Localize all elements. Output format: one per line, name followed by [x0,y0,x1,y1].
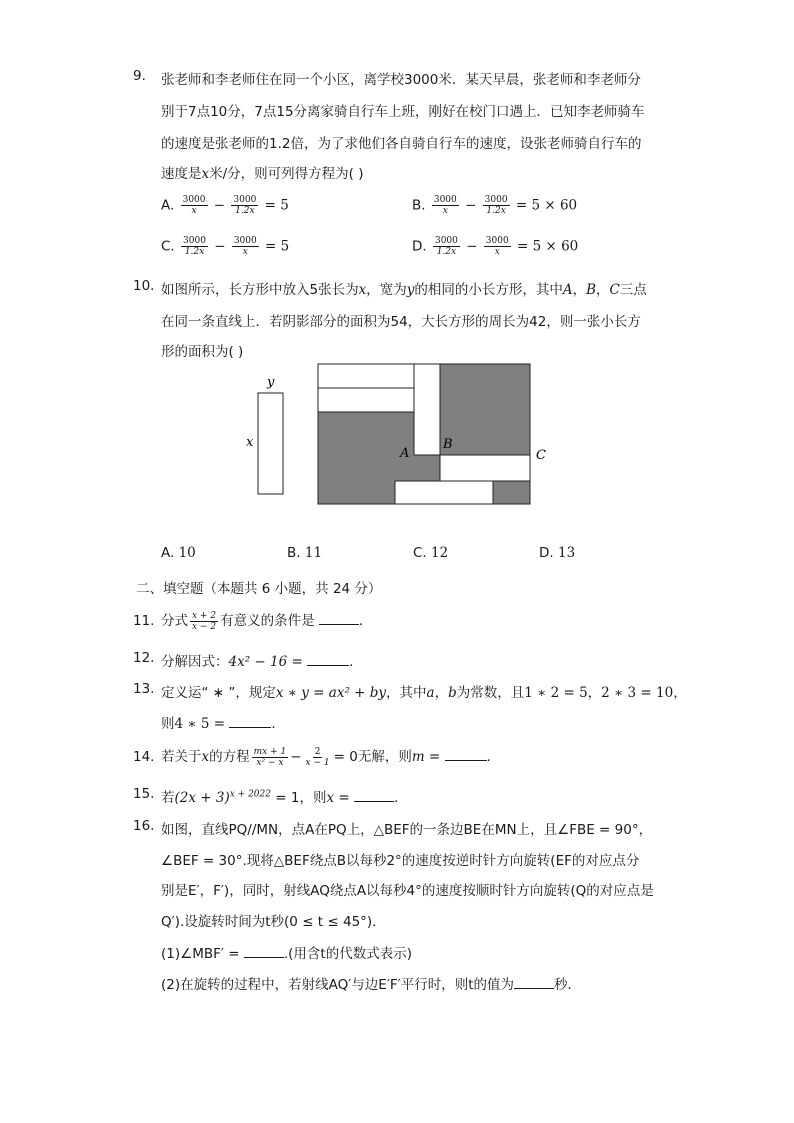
label-c: C [536,448,546,463]
q9-option-c[interactable]: C. $\frac{3000}{1.2x}$ − $\frac{3000}{x}$ = 5 [161,236,290,257]
fraction: $\frac{2}{x - 1}$ [305,746,330,768]
fraction: $\frac{mx + 1}{\text{x² − x}}$ [253,746,287,768]
q10-option-c[interactable]: C. 12 [413,545,449,561]
q14-number: 14. [133,749,155,765]
q10-option-b[interactable]: B. 11 [287,545,323,561]
fraction: $\frac{3000}{1.2x}$ [233,195,257,216]
q16-line2: ∠BEF = 30°.现将△BEF绕点B以每秒2°的速度按逆时针方向旋转(EF的对应点分 [161,853,640,869]
label-a: A [400,446,410,461]
fraction: $\frac{3000}{1.2x}$ [484,195,508,216]
q13-line1: 定义运“ ∗ ”，规定x ∗ y = ax² + by，其中a，b为常数，且1 ∗ 2 = 5，2 ∗ 3 = 10， [161,685,687,701]
q15-number: 15. [133,786,155,802]
small-rectangle [258,393,283,494]
q16-line4: Q′).设旋转时间为t秒(0 ≤ t ≤ 45°)． [161,914,386,930]
q10-line1: 如图所示，长方形中放入5张长为x，宽为y的相同的小长方形，其中A，B，C三点 [161,282,647,298]
fraction: $\frac{x + 2}{x - 2}$ [192,610,217,632]
q16-number: 16. [133,818,155,834]
label-y: y [267,375,275,390]
answer-blank[interactable] [319,611,359,625]
q16-sub1: (1)∠MBF′ = .(用含t的代数式表示) [161,946,412,962]
q16-sub2: (2)在旋转的过程中，若射线AQ′与边E′F′平行时，则t的值为 秒． [161,977,582,993]
answer-blank[interactable] [307,652,349,666]
answer-blank[interactable] [354,788,394,802]
answer-blank[interactable] [514,975,554,989]
fraction: $\frac{3000}{x}$ [433,195,457,216]
q10-option-a[interactable]: A. 10 [161,545,196,561]
inner-rect-4 [440,455,530,481]
answer-blank[interactable] [229,714,271,728]
inner-rect-3 [414,364,440,455]
q10-figure [240,360,560,510]
q10-option-d[interactable]: D. 13 [539,545,576,561]
q14-line: 若关于x的方程 $\frac{mx + 1}{\text{x² − x}}$ − $\frac{2}{x - 1}$ = 0无解，则m = . [161,746,491,768]
label-x: x [246,435,254,450]
q13-number: 13. [133,681,155,697]
section-heading: 二、填空题（本题共 6 小题，共 24 分） [136,581,382,597]
q11-line: 分式 $\frac{x + 2}{x - 2}$ 有意义的条件是 ． [161,610,373,632]
answer-blank[interactable] [445,747,487,761]
q10-line2: 在同一条直线上．若阴影部分的面积为54，大长方形的周长为42，则一张小长方 [161,314,641,330]
q12-number: 12. [133,650,155,666]
inner-rect-5 [395,481,493,504]
q16-line1: 如图，直线PQ//MN，点A在PQ上，△BEF的一条边BE在MN上，且∠FBE = 90°， [161,822,653,838]
inner-rect-2 [318,388,414,412]
q10-line3: 形的面积为( ) [161,344,244,360]
q9-number: 9. [133,68,146,84]
inner-rect-1 [318,364,414,388]
fraction: $\frac{3000}{1.2x}$ [183,236,206,257]
q9-option-b[interactable]: B. $\frac{3000}{x}$ − $\frac{3000}{1.2x}$ = 5 × 60 [412,195,578,216]
q9-option-d[interactable]: D. $\frac{3000}{1.2x}$ − $\frac{3000}{x}$ = 5 × 60 [412,236,579,257]
q15-line: 若$(2x + 3)^{x + 2022} = 1$，则x = . [161,789,399,806]
q10-number: 10. [133,278,155,294]
q13-line2: 则4 ∗ 5 = . [161,716,276,732]
q9-line3: 的速度是张老师的1.2倍，为了求他们各自骑自行车的速度，设张老师骑自行车的 [161,136,642,152]
q12-line: 分解因式：4x² − 16 = . [161,654,354,670]
label-b: B [443,437,453,452]
answer-blank[interactable] [244,944,284,958]
fraction: $\frac{3000}{x}$ [233,236,257,257]
fraction: $\frac{3000}{x}$ [182,195,206,216]
q9-option-a[interactable]: A. $\frac{3000}{x}$ − $\frac{3000}{1.2x}$ = 5 [161,195,289,216]
q11-number: 11. [133,613,155,629]
q9-line4: 速度是x米/分，则可列得方程为( ) [161,166,364,182]
fraction: $\frac{3000}{x}$ [485,236,509,257]
q16-line3: 别是E′，F′)，同时，射线AQ绕点A以每秒4°的速度按顺时针方向旋转(Q的对应点是 [161,883,654,899]
q9-line2: 别于7点10分，7点15分离家骑自行车上班，刚好在校门口遇上．已知李老师骑车 [161,104,645,120]
fraction: $\frac{3000}{1.2x}$ [434,236,458,257]
q9-line1: 张老师和李老师住在同一个小区，离学校3000米．某天早晨，张老师和李老师分 [161,72,641,88]
